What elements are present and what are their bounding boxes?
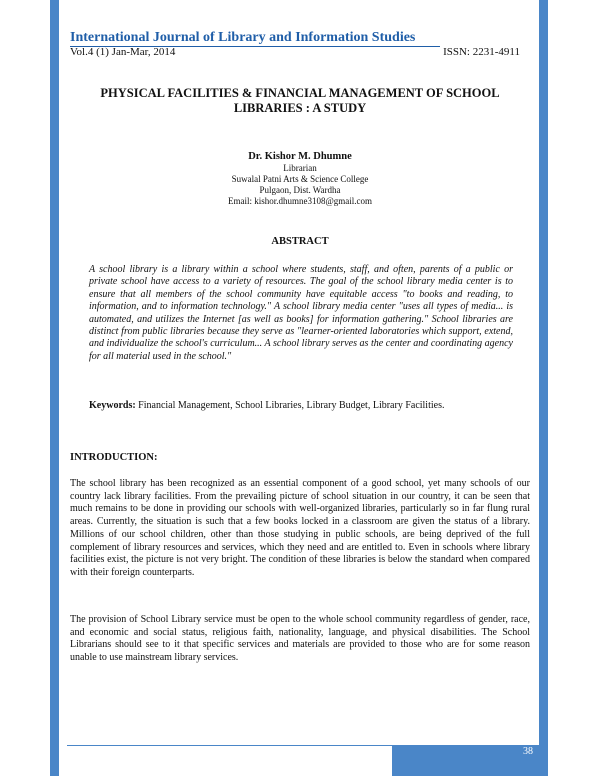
page-number: 38 xyxy=(523,746,533,757)
author-email: Email: kishor.dhumne3108@gmail.com xyxy=(227,196,373,206)
author-name: Dr. Kishor M. Dhumne xyxy=(248,151,352,162)
issn: ISSN: 2231-4911 xyxy=(443,46,520,58)
paper-title: PHYSICAL FACILITIES & FINANCIAL MANAGEMENT OF SCHOOL LIBRARIES : A STUDY xyxy=(100,86,500,115)
abstract-heading: ABSTRACT xyxy=(271,236,329,247)
abstract-body: A school library is a library within a school where students, staff, and often, parents of a public or private school have access to a variety of resources. The goal of the school library media center is to ensure that all members of the school community have equitable access "to books and reading, to information, and to information technology." A school library media center "uses all types of media... is automated, and utilizes the Internet [as well as books] for information gathering." School libraries are distinct from public libraries because they serve as "learner-oriented laboratories which support, extend, and individualize the school's curriculum... A school library serves as the center and coordinating agency for all material used in the school." xyxy=(89,264,513,362)
author-location: Pulgaon, Dist. Wardha xyxy=(259,185,341,195)
introduction-heading: INTRODUCTION: xyxy=(70,452,158,463)
footer-rule xyxy=(67,745,392,746)
keywords xyxy=(89,400,529,412)
journal-title: International Journal of Library and Information Studies xyxy=(70,29,440,47)
left-decorative-bar xyxy=(50,0,59,776)
introduction-paragraph-1: The school library has been recognized as an essential component of a good school, yet many schools of our country lack library facilities. From the prevailing picture of school situation in our country, it can be seen that much remains to be done in providing our schools with well-organized libraries, particularly so in far flung rural areas. Currently, the situation is such that a few books locked in a classroom are given the status of a library. Millions of our school children, other than those studying in public schools, are being deprived of the full complement of library resources and services, which they need and are entitled to. Even in schools where library facilities exist, the picture is not very bright. The condition of these libraries is below the standard when compared with their foreign counterparts. xyxy=(70,478,530,578)
author-institution: Suwalal Patni Arts & Science College xyxy=(231,174,369,184)
keywords-label: Keywords: xyxy=(89,400,136,411)
author-block xyxy=(150,150,450,207)
introduction-paragraph-2: The provision of School Library service must be open to the whole school community regardless of gender, race, and economic and social status, religious faith, nationality, language, and physical disabilities. The School Librarians should see to it that specific services and materials are provided to those who are for some reason unable to use mainstream library services. xyxy=(70,614,530,664)
keywords-text: Financial Management, School Libraries, Library Budget, Library Facilities. xyxy=(138,400,445,411)
author-position: Librarian xyxy=(283,163,317,173)
right-decorative-bar xyxy=(539,0,548,776)
volume-info: Vol.4 (1) Jan-Mar, 2014 xyxy=(70,46,176,58)
